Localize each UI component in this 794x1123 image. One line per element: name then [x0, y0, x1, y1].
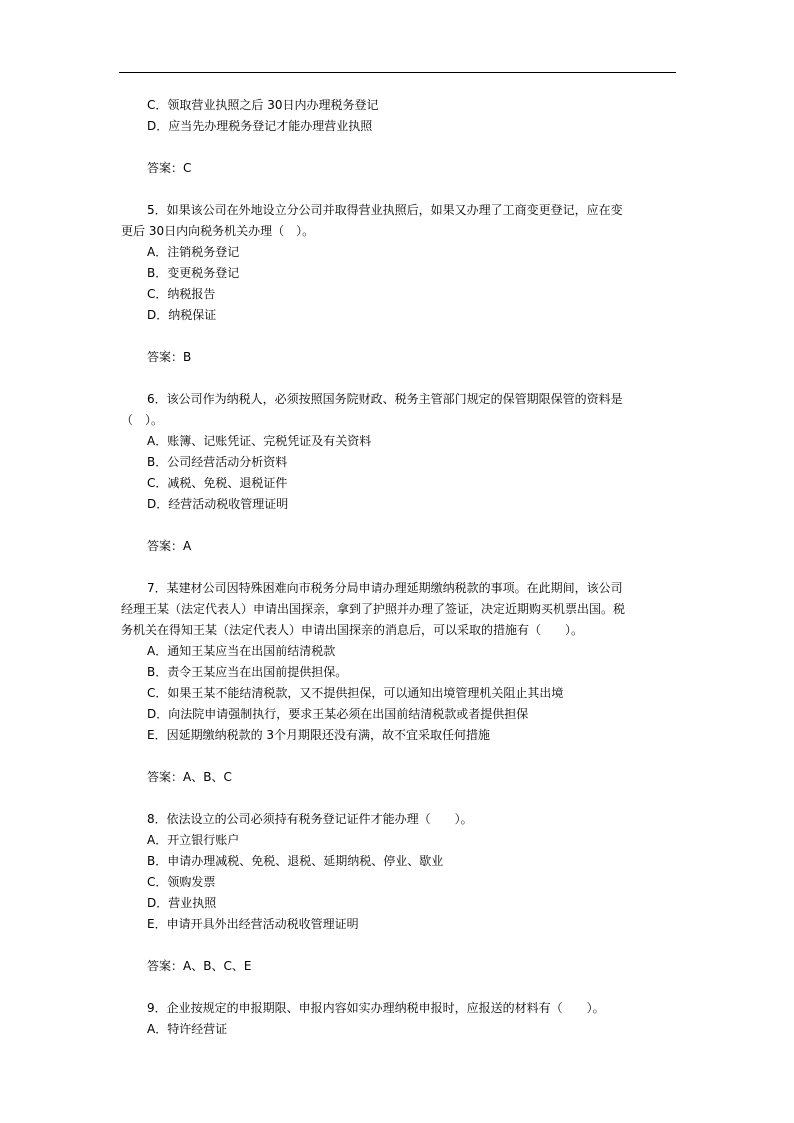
q8-option-d: D．营业执照	[147, 896, 217, 910]
q6-option-d: D．经营活动税收管理证明	[147, 497, 289, 511]
document-body	[121, 95, 681, 1040]
q6-stem-line1: 6．该公司作为纳税人，必须按照国务院财政、税务主管部门规定的保管期限保管的资料是	[147, 392, 623, 406]
q7-option-d: D．向法院申请强制执行，要求王某必须在出国前结清税款或者提供担保	[147, 707, 529, 721]
q5-stem-line2: 更后 30日内向税务机关办理（ ）。	[121, 224, 315, 238]
q5-answer: 答案：B	[147, 350, 192, 364]
q7-stem-line2: 经理王某（法定代表人）申请出国探亲，拿到了护照并办理了签证，决定近期购买机票出国。税	[121, 602, 626, 616]
q7-option-a: A．通知王某应当在出国前结清税款	[147, 644, 336, 658]
q5-option-a: A．注销税务登记	[147, 245, 240, 259]
q9-stem-line1: 9．企业按规定的申报期限、申报内容如实办理纳税申报时，应报送的材料有（ ）。	[147, 1001, 605, 1015]
q7-option-e: E．因延期缴纳税款的 3个月期限还没有满，故不宜采取任何措施	[147, 728, 491, 742]
q5-stem-line1: 5．如果该公司在外地设立分公司并取得营业执照后，如果又办理了工商变更登记，应在变	[147, 203, 623, 217]
q8-option-c: C．领购发票	[147, 875, 216, 889]
q6-option-b: B．公司经营活动分析资料	[147, 455, 288, 469]
q6-stem-line2: （ ）。	[121, 413, 164, 427]
q8-option-a: A．开立银行账户	[147, 833, 240, 847]
q4-option-c: C．领取营业执照之后 30日内办理税务登记	[147, 98, 379, 112]
q7-stem-line1: 7．某建材公司因特殊困难向市税务分局申请办理延期缴纳税款的事项。在此期间，该公司	[147, 581, 623, 595]
q4-answer: 答案：C	[147, 161, 192, 175]
q9-option-a: A．特许经营证	[147, 1022, 228, 1036]
q7-option-c: C．如果王某不能结清税款，又不提供担保，可以通知出境管理机关阻止其出境	[147, 686, 564, 700]
q6-answer: 答案：A	[147, 539, 192, 553]
q8-option-b: B．申请办理减税、免税、退税、延期纳税、停业、歇业	[147, 854, 444, 868]
q5-option-c: C．纳税报告	[147, 287, 216, 301]
q7-answer: 答案：A、B、C	[147, 770, 232, 784]
q7-option-b: B．责令王某应当在出国前提供担保。	[147, 665, 348, 679]
header-rule	[119, 72, 676, 73]
q8-option-e: E．申请开具外出经营活动税收管理证明	[147, 917, 359, 931]
q7-stem-line3: 务机关在得知王某（法定代表人）申请出国探亲的消息后，可以采取的措施有（ ）。	[121, 623, 584, 637]
q6-option-a: A．账簿、记账凭证、完税凭证及有关资料	[147, 434, 372, 448]
q8-answer: 答案：A、B、C、E	[147, 959, 252, 973]
q8-stem-line1: 8．依法设立的公司必须持有税务登记证件才能办理（ ）。	[147, 812, 473, 826]
q6-option-c: C．减税、免税、退税证件	[147, 476, 288, 490]
q4-option-d: D．应当先办理税务登记才能办理营业执照	[147, 119, 373, 133]
q5-option-d: D．纳税保证	[147, 308, 217, 322]
q5-option-b: B．变更税务登记	[147, 266, 240, 280]
